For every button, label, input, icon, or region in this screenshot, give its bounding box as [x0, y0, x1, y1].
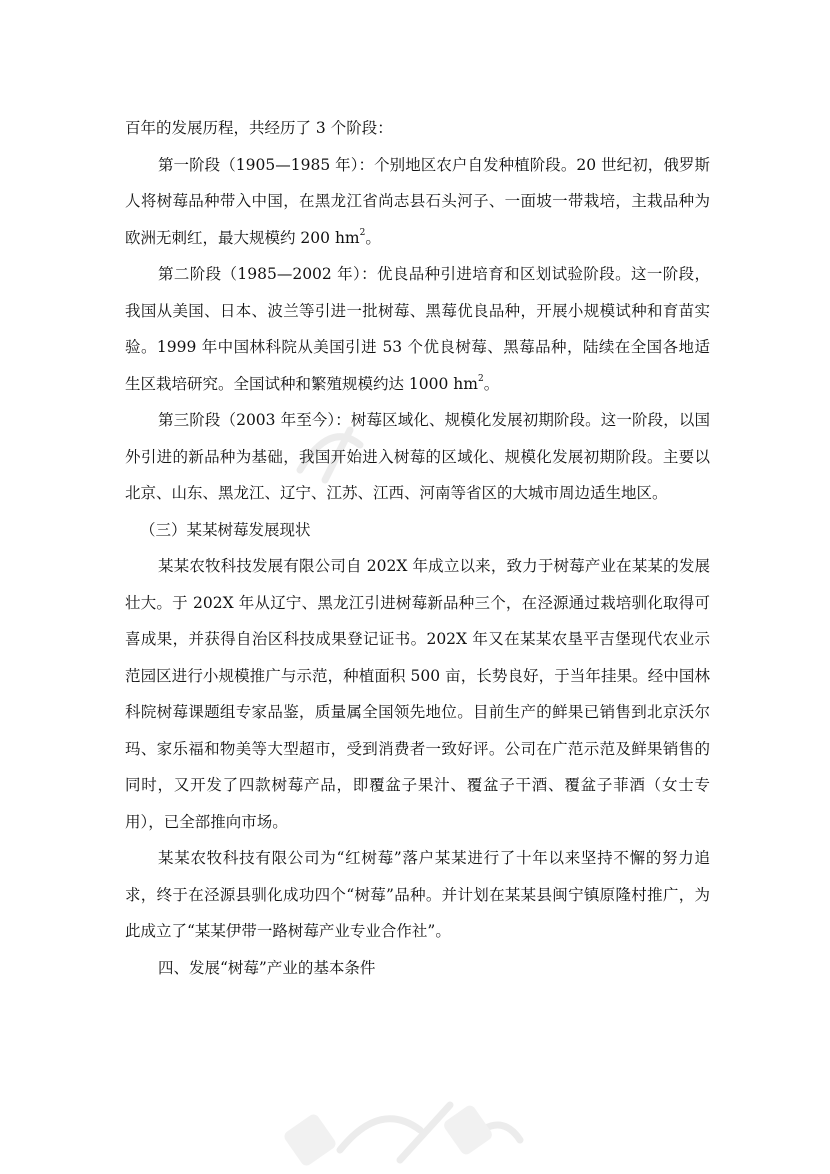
stage-two-text: 第二阶段（1985—2002 年）：优良品种引进培育和区划试验阶段。这一阶段，我国从美国、日本、波兰等引进一批树莓、黑莓优良品种，开展小规模试种和育苗实验。1999 年中国林科院从美国引进 53 个优良树莓、黑莓品种，陆续在全国各地适生区栽培研究。全国试种和繁殖规模约达 1000 hm — [125, 265, 710, 393]
status-paragraph: 某某农牧科技发展有限公司自 202X 年成立以来，致力于树莓产业在某某的发展壮大。于 202X 年从辽宁、黑龙江引进树莓新品种三个，在泾源通过栽培驯化取得可喜成果，并获得自治区科技成果登记证书。202X 年又在某某农垦平吉堡现代农业示范园区进行小规模推广与示范，种植面积 500 亩，长势良好，于当年挂果。经中国林科院树莓课题组专家品鉴，质量属全国领先地位。目前生产的鲜果已销售到北京沃尔玛、家乐福和物美等大型超市，受到消费者一致好评。公司在广范示范及鲜果销售的同时，又开发了四款树莓产品，即覆盆子果汁、覆盆子干酒、覆盆子菲酒（女士专用），已全部推向市场。 — [125, 557, 710, 831]
section-heading-four: 四、发展“树莓”产业的基本条件 — [158, 958, 376, 977]
stage-one-unit-superscript: 2 — [359, 228, 366, 239]
section-heading-three: （三）某某树莓发展现状 — [140, 520, 311, 539]
stage-three-paragraph: 第三阶段（2003 年至今）：树莓区域化、规模化发展初期阶段。这一阶段，以国外引进的新品种为基础，我国开始进入树莓的区域化、规模化发展初期阶段。主要以北京、山东、黑龙江、辽宁、江苏、江西、河南等省区的大城市周边适生地区。 — [125, 411, 710, 502]
document-body — [125, 110, 710, 986]
stage-two-tail: 。 — [483, 374, 500, 393]
stage-two-paragraph — [125, 256, 710, 402]
intro-paragraph: 百年的发展历程，共经历了 3 个阶段： — [125, 119, 393, 137]
stage-one-paragraph — [125, 147, 710, 257]
stage-one-tail: 。 — [365, 228, 381, 247]
effort-paragraph: 某某农牧科技有限公司为“红树莓”落户某某进行了十年以来坚持不懈的努力追求，终于在泾源县驯化成功四个“树莓”品种。并计划在某某县闽宁镇原隆村推广，为此成立了“某某伊带一路树莓产业专业合作社”。 — [125, 849, 710, 940]
stage-two-unit-superscript: 2 — [477, 374, 484, 385]
stage-one-text: 第一阶段（1905—1985 年）：个别地区农户自发种植阶段。20 世纪初，俄罗斯人将树莓品种带入中国，在黑龙江省尚志县石头河子、一面坡一带栽培，主栽品种为欧洲无刺红，最大规模约 200 hm — [125, 155, 710, 247]
